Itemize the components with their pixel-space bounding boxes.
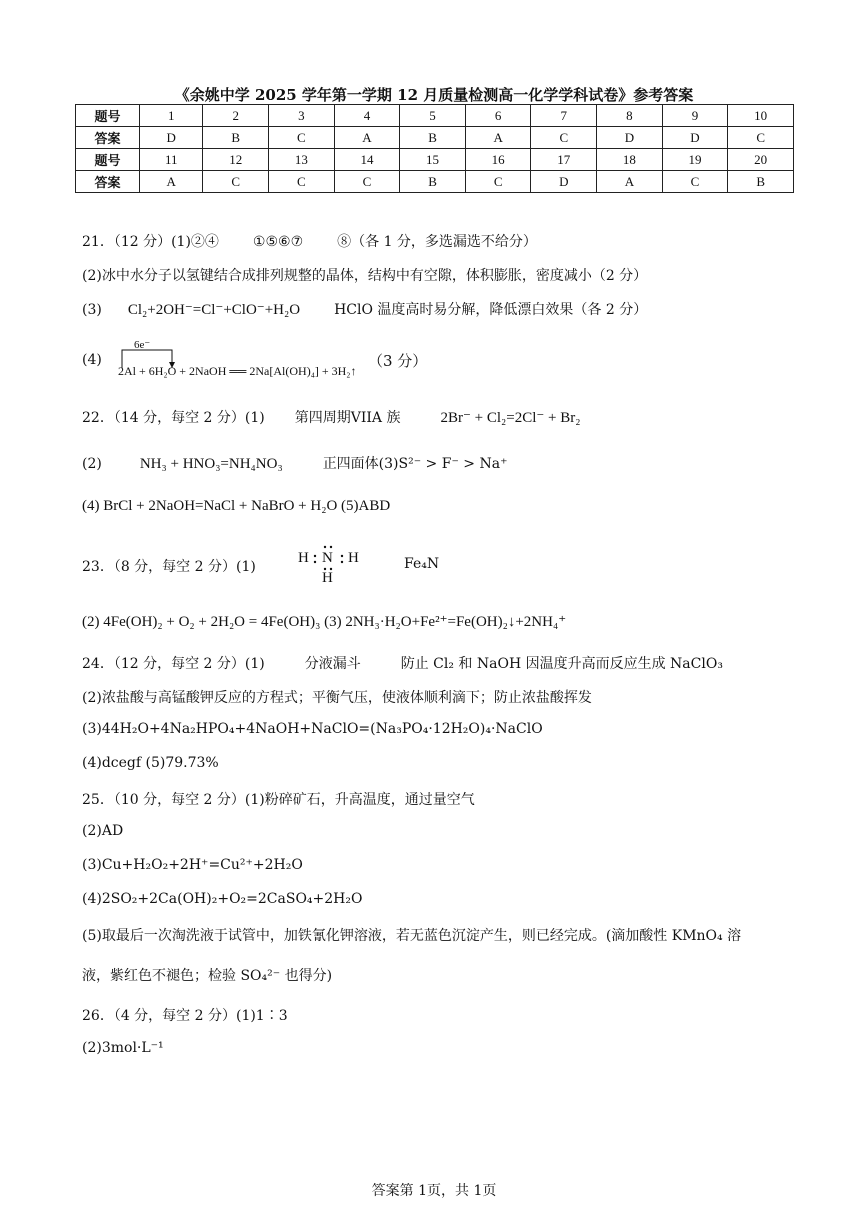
answer-cell: D xyxy=(531,171,597,193)
question-number: 16 xyxy=(465,149,531,171)
q21-part2: ①⑤⑥⑦ xyxy=(252,234,304,250)
question-number: 1 xyxy=(140,105,203,127)
question-number: 7 xyxy=(531,105,597,127)
q24-line-1 xyxy=(82,653,723,673)
lewis-h-right: H xyxy=(348,550,359,566)
q25-line-4: (4)2SO₂+2Ca(OH)₂+O₂=2CaSO₄+2H₂O xyxy=(82,891,363,907)
redox-equation xyxy=(82,338,462,388)
answer-cell: C xyxy=(531,127,597,149)
q22-equation-2: NH₃ + HNO₃=NH₄NO₃ xyxy=(139,456,283,472)
answer-cell: C xyxy=(203,171,269,193)
q22-part2: 第四周期VIIA 族 xyxy=(294,410,401,426)
answer-table xyxy=(75,104,794,193)
q23-part1: 23．（8 分，每空 2 分）(1) xyxy=(82,559,256,575)
q25-line-2: (2)AD xyxy=(82,823,124,839)
q25-line-5: (5)取最后一次淘洗液于试管中，加铁氰化钾溶液，若无蓝色沉淀产生，则已经完成。(滴加酸性 KMnO₄ 溶 xyxy=(82,928,742,944)
row-header: 题号 xyxy=(76,149,140,171)
table-row xyxy=(76,105,794,127)
question-number: 13 xyxy=(269,149,335,171)
q23-line-1 xyxy=(82,556,256,576)
answer-cell: C xyxy=(465,171,531,193)
q22-part1: 22．（14 分，每空 2 分）(1) xyxy=(82,410,265,426)
table-row xyxy=(76,127,794,149)
row-header: 题号 xyxy=(76,105,140,127)
question-number: 20 xyxy=(728,149,794,171)
q24-part3: 防止 Cl₂ 和 NaOH 因温度升高而反应生成 NaClO₃ xyxy=(400,656,723,672)
question-number: 9 xyxy=(662,105,728,127)
question-number: 14 xyxy=(334,149,400,171)
electron-count: 6e⁻ xyxy=(134,339,151,351)
lewis-n: N xyxy=(322,550,333,566)
table-row xyxy=(76,149,794,171)
q21-line4-num: (4) xyxy=(82,352,102,368)
question-number: 12 xyxy=(203,149,269,171)
answer-cell: C xyxy=(728,127,794,149)
lewis-h-bottom: H xyxy=(322,570,333,586)
q24-line-3: (3)44H₂O+4Na₂HPO₄+4NaOH+NaClO=(Na₃PO₄·12H₂O)₄·NaClO xyxy=(82,721,543,737)
q21-redox-formula: 2Al + 6H₂O + 2NaOH ══ 2Na[Al(OH)₄] + 3H₂↑ xyxy=(118,364,357,378)
question-number: 2 xyxy=(203,105,269,127)
q22-line-3: (4) BrCl + 2NaOH=NaCl + NaBrO + H₂O (5)ABD xyxy=(82,498,391,514)
table-row xyxy=(76,171,794,193)
row-header: 答案 xyxy=(76,171,140,193)
question-number: 3 xyxy=(269,105,335,127)
q21-line-2: (2)冰中水分子以氢键结合成排列规整的晶体，结构中有空隙，体积膨胀，密度减小（2 分） xyxy=(82,268,648,284)
answer-cell: A xyxy=(597,171,663,193)
answer-cell: C xyxy=(334,171,400,193)
q21-line4-score: （3 分） xyxy=(368,352,428,370)
question-number: 6 xyxy=(465,105,531,127)
q21-part3: ⑧（各 1 分，多选漏选不给分） xyxy=(337,234,537,250)
answer-cell: D xyxy=(597,127,663,149)
q24-part2: 分液漏斗 xyxy=(304,656,361,672)
q26-line-2: (2)3mol·L⁻¹ xyxy=(82,1040,164,1056)
lewis-electron-dots xyxy=(298,544,368,588)
q22-line-2 xyxy=(82,453,507,473)
answer-cell: A xyxy=(140,171,203,193)
answer-cell: B xyxy=(400,127,466,149)
answer-cell: A xyxy=(334,127,400,149)
question-number: 18 xyxy=(597,149,663,171)
answer-cell: A xyxy=(465,127,531,149)
q24-part1: 24．（12 分，每空 2 分）(1) xyxy=(82,656,265,672)
q23-line-2: (2) 4Fe(OH)₂ + O₂ + 2H₂O = 4Fe(OH)₃ (3) 2NH₃·H₂O+Fe²⁺=Fe(OH)₂↓+2NH₄⁺ xyxy=(82,614,567,630)
answer-cell: C xyxy=(662,171,728,193)
answer-cell: B xyxy=(728,171,794,193)
q22-equation: 2Br⁻ + Cl₂=2Cl⁻ + Br₂ xyxy=(440,410,581,426)
lewis-structure-nh3 xyxy=(298,544,368,588)
answer-cell: C xyxy=(269,171,335,193)
q21-line3-num: (3) xyxy=(82,302,102,318)
question-number: 17 xyxy=(531,149,597,171)
question-number: 15 xyxy=(400,149,466,171)
q21-line3-rest: HClO 温度高时易分解，降低漂白效果（各 2 分） xyxy=(334,302,648,318)
question-number: 19 xyxy=(662,149,728,171)
q21-line-3 xyxy=(82,299,647,319)
answer-cell: B xyxy=(400,171,466,193)
page-footer: 答案第 1页，共 1页 xyxy=(371,1183,497,1199)
question-number: 11 xyxy=(140,149,203,171)
q22-line-1 xyxy=(82,407,580,427)
q22-line2-num: (2) xyxy=(82,456,102,472)
answer-cell: C xyxy=(269,127,335,149)
answer-cell: B xyxy=(203,127,269,149)
page-title: 《余姚中学 2025 学年第一学期 12 月质量检测高一化学学科试卷》参考答案 xyxy=(174,86,694,104)
q26-line-1: 26．（4 分，每空 2 分）(1)1∶3 xyxy=(82,1008,288,1024)
q23-part2: Fe₄N xyxy=(404,556,440,572)
q24-line-4: (4)dcegf (5)79.73% xyxy=(82,755,219,771)
q25-line-3: (3)Cu+H₂O₂+2H⁺=Cu²⁺+2H₂O xyxy=(82,857,303,873)
answer-cell: D xyxy=(662,127,728,149)
row-header: 答案 xyxy=(76,127,140,149)
answer-cell: D xyxy=(140,127,203,149)
q25-line-1: 25．（10 分，每空 2 分）(1)粉碎矿石，升高温度，通过量空气 xyxy=(82,792,475,808)
q22-line2-rest: 正四面体(3)S²⁻ > F⁻ > Na⁺ xyxy=(322,456,508,472)
question-number: 4 xyxy=(334,105,400,127)
q25-line-6: 液，紫红色不褪色；检验 SO₄²⁻ 也得分) xyxy=(82,968,333,984)
lewis-h-left: H xyxy=(298,550,309,566)
question-number: 8 xyxy=(597,105,663,127)
q21-part1: 21．（12 分）(1)②④ xyxy=(82,234,219,250)
q21-line-1 xyxy=(82,231,537,251)
q24-line-2: (2)浓盐酸与高锰酸钾反应的方程式；平衡气压，使液体顺利滴下；防止浓盐酸挥发 xyxy=(82,690,592,706)
question-number: 5 xyxy=(400,105,466,127)
question-number: 10 xyxy=(728,105,794,127)
q21-equation: Cl₂+2OH⁻=Cl⁻+ClO⁻+H₂O xyxy=(127,302,301,318)
